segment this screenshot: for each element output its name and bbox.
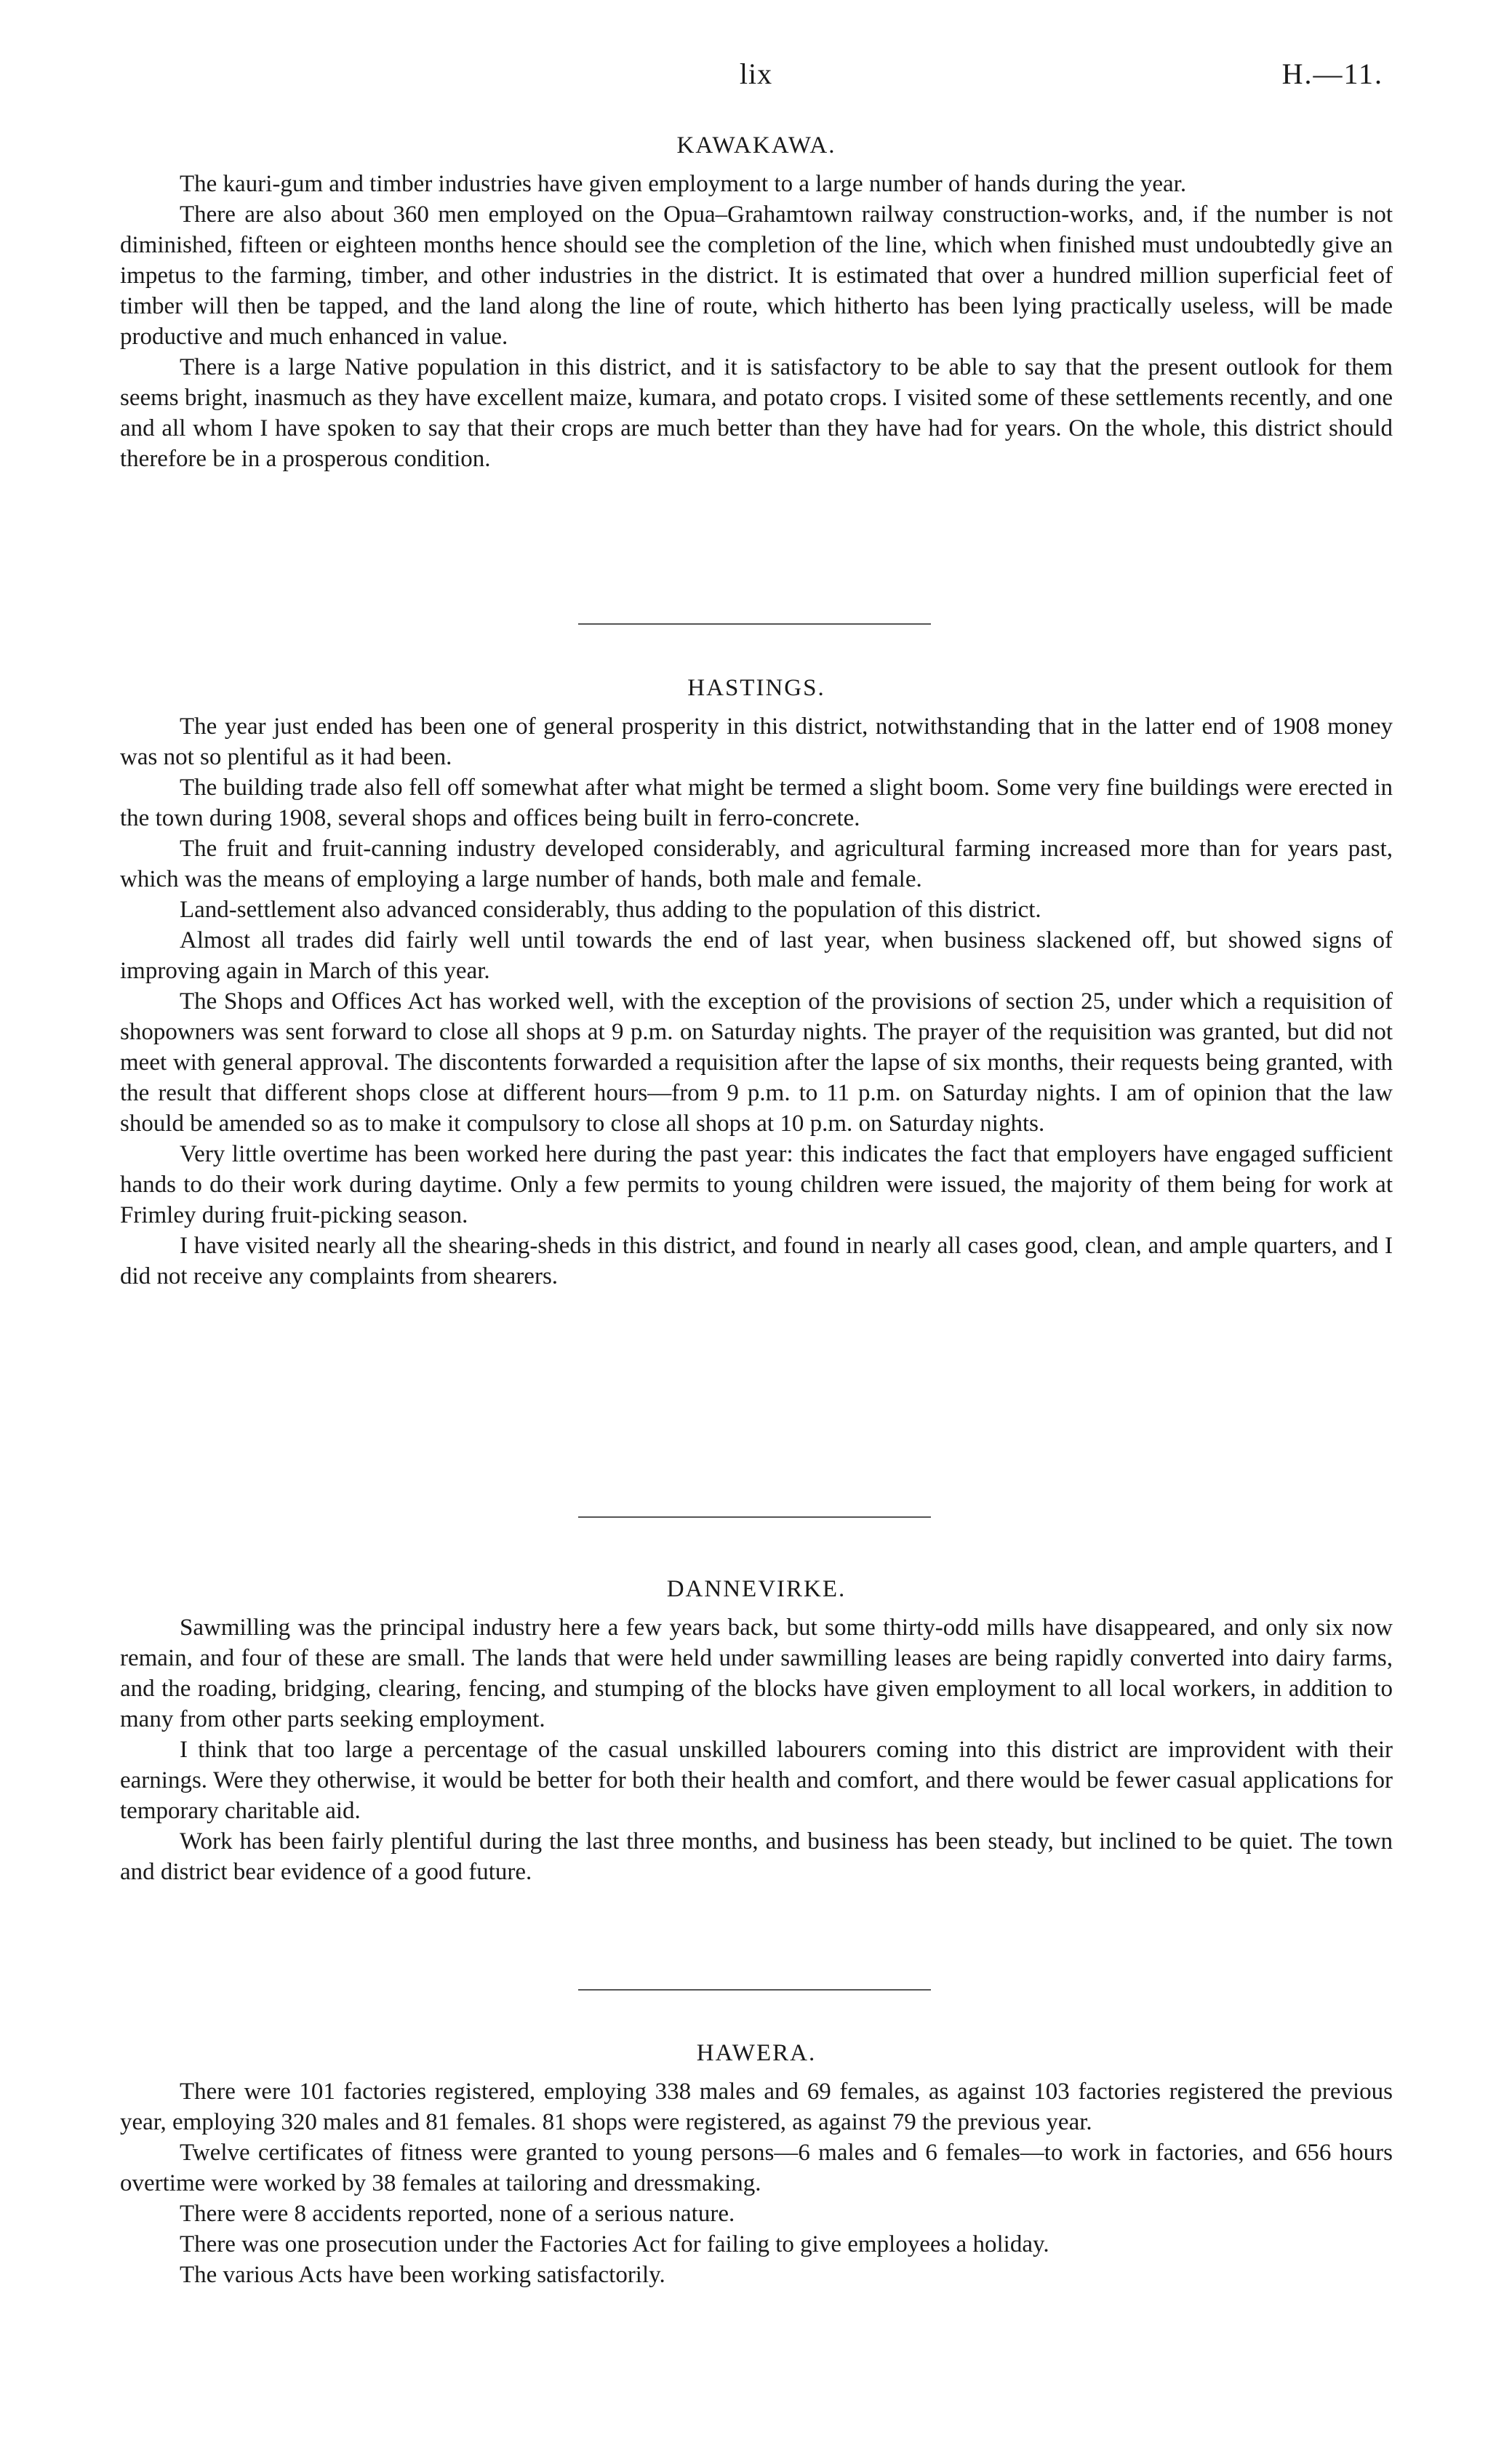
paragraph: The building trade also fell off somewhat after what might be termed a slight boom. Some very fine buildings were erected in the town during 1908, several shops and offices being built in ferro-concrete. [120,775,1393,831]
document-reference: H.—11. [1281,57,1383,90]
section-divider [578,1516,931,1518]
paragraph: The Shops and Offices Act has worked well, with the exception of the provisions of section 25, under which a requisition of shopowners was sent forward to close all shops at 9 p.m. on Saturday nights. The prayer of the requisition was granted, but did not meet with general approval. The discontents forwarded a requisition after the lapse of six months, their requests being granted, with the result that different shops close at different hours—from 9 p.m. to 11 p.m. on Saturday nights. I am of opinion that the law should be amended so as to make it compulsory to close all shops at 10 p.m. on Saturday nights. [120,988,1393,1137]
paragraph: Very little overtime has been worked here during the past year: this indicates the fact that employers have engaged sufficient hands to do their work during daytime. Only a few permits to young children were issued, the majority of them being for work at Frimley during fruit-picking season. [120,1141,1393,1228]
section-hawera [120,2040,1393,2290]
section-divider [578,623,931,625]
paragraph: I think that too large a percentage of the casual unskilled labourers coming into this district are improvident with their earnings. Were they otherwise, it would be better for both their health and comfort, and there would be fewer casual applications for temporary charitable aid. [120,1737,1393,1824]
paragraph: The kauri-gum and timber industries have given employment to a large number of hands during the year. [180,171,1187,197]
paragraph: The various Acts have been working satisfactorily. [180,2262,665,2288]
paragraph: There are also about 360 men employed on the Opua–Grahamtown railway construction-works, and, if the number is not diminished, fifteen or eighteen months hence should see the completion of the line, which when finished must undoubtedly give an impetus to the farming, timber, and other industries in the district. It is estimated that over a hundred million superficial feet of timber will then be tapped, and the land along the line of route, which hitherto has been lying practically useless, will be made productive and much enhanced in value. [120,201,1393,350]
section-divider [578,1989,931,1991]
paragraph: Almost all trades did fairly well until towards the end of last year, when business slackened off, but showed signs of improving again in March of this year. [120,927,1393,984]
paragraph: There was one prosecution under the Factories Act for failing to give employees a holiday. [180,2231,1049,2257]
paragraph: Work has been fairly plentiful during the last three months, and business has been steady, but inclined to be quiet. The town and district bear evidence of a good future. [120,1828,1393,1885]
section-title: HAWERA. [696,2040,817,2066]
section-hastings [120,675,1393,1292]
page-header [120,57,1392,108]
section-title: KAWAKAWA. [676,132,836,159]
paragraph: There were 101 factories registered, employing 338 males and 69 females, as against 103 factories registered the previous year, employing 320 males and 81 females. 81 shops were registered, as against 79 the previous year. [120,2079,1393,2135]
section-kawakawa [120,132,1393,474]
section-title: DANNEVIRKE. [666,1576,847,1602]
paragraph: The year just ended has been one of general prosperity in this district, notwithstanding that in the latter end of 1908 money was not so plentiful as it had been. [120,713,1393,770]
paragraph: The fruit and fruit-canning industry developed considerably, and agricultural farming increased more than for years past, which was the means of employing a large number of hands, both male and female. [120,836,1393,892]
paragraph: Sawmilling was the principal industry here a few years back, but some thirty-odd mills have disappeared, and only six now remain, and four of these are small. The lands that were held under sawmilling leases are being rapidly converted into dairy farms, and the roading, bridging, clearing, fencing, and stumping of the blocks have given employment to all local workers, in addition to many from other parts seeking employment. [120,1615,1393,1732]
page-number: lix [739,57,773,90]
paragraph: There is a large Native population in this district, and it is satisfactory to be able to say that the present outlook for them seems bright, inasmuch as they have excellent maize, kumara, and potato crops. I visited some of these settlements recently, and one and all whom I have spoken to say that their crops are much better than they have had for years. On the whole, this district should therefore be in a prosperous condition. [120,354,1393,472]
section-title: HASTINGS. [687,675,825,701]
paragraph: There were 8 accidents reported, none of a serious nature. [180,2201,735,2227]
paragraph: Twelve certificates of fitness were granted to young persons—6 males and 6 females—to work in factories, and 656 hours overtime were worked by 38 females at tailoring and dressmaking. [120,2140,1393,2196]
paragraph: I have visited nearly all the shearing-sheds in this district, and found in nearly all cases good, clean, and ample quarters, and I did not receive any complaints from shearers. [120,1233,1393,1289]
section-dannevirke [120,1576,1393,1887]
paragraph: Land-settlement also advanced considerably, thus adding to the population of this district. [180,897,1041,923]
